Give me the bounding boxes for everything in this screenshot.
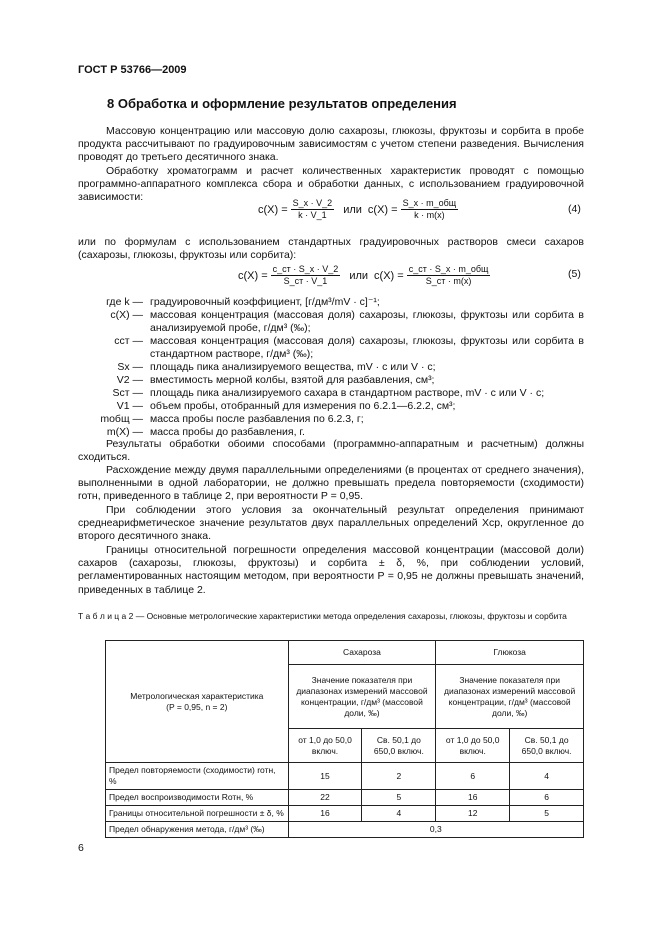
table-row [106, 790, 584, 806]
paragraph-3: или по формулам с использованием стандартных градуировочных растворов смеси сахаров (сахарозы, глюкозы, фруктозы или сорбита): [78, 236, 584, 262]
legend-symbol: mобщ — [100, 413, 143, 425]
legend-text: объем пробы, отобранный для измерения по 6.2.1—6.2.2, см³; [150, 400, 456, 412]
table-indicator-cell: Значение показателя при диапазонах измерений массовой концентрации, г/дм³ (массовой доли, ‰) [288, 665, 436, 729]
legend-text: массовая концентрация (массовая доля) сахарозы, глюкозы, фруктозы или сорбита в анализируемой пробе, г/дм³ (‰); [150, 309, 584, 334]
table-row [106, 763, 584, 790]
formula-4 [258, 198, 461, 221]
table-corner-subtitle: (P = 0,95, n = 2) [166, 701, 228, 712]
legend-text: площадь пика анализируемого сахара в стандартном растворе, mV · c или V · c; [150, 387, 545, 399]
formula-5 [238, 264, 493, 287]
formula-5-f1-numerator: c_ст · S_x · V_2 [272, 264, 339, 274]
paragraph-2: Обработку хроматограмм и расчет количественных характеристик проводят с помощью программно-аппаратного комплекса сбора и обработки данных, с использованием градуировочной зависимости: [78, 165, 584, 204]
legend-text: градуировочный коэффициент, [г/дм³/mV · c]⁻¹; [150, 296, 380, 308]
paragraph-5: Расхождение между двумя параллельными определениями (в процентах от среднего значения), выполненными в одной лаборатории, не должно превышать предела повторяемости (сходимости) rотн, приведенного в таблице 2, при вероятности P = 0,95. [78, 464, 584, 503]
paragraph-4: Результаты обработки обоими способами (программно-аппаратным и расчетным) должны сходиться. [78, 438, 584, 464]
legend-symbol: cст — [114, 335, 143, 347]
formula-4-lhs-2: c(X) = [367, 203, 398, 216]
legend-text: площадь пика анализируемого вещества, mV · c или V · c; [150, 361, 436, 373]
formula-5-lhs-2: c(X) = [374, 269, 404, 282]
formula-5-f2-denominator: S_ст · m(x) [425, 276, 472, 286]
table-range-cell: от 1,0 до 50,0 включ. [288, 729, 362, 763]
formula-4-number: (4) [568, 203, 581, 215]
table-group-glucose: Глюкоза [436, 641, 584, 665]
formula-5-f1-denominator: S_ст · V_1 [283, 276, 328, 286]
document-header: ГОСТ Р 53766—2009 [78, 64, 187, 76]
paragraph-7: Границы относительной погрешности определения массовой концентрации (массовой доли) сахаров (сахарозы, глюкозы, фруктозы) и сорбита ± δ, %, при соблюдении условий, регламентированных настоящим методом, при вероятности P = 0,95 не должны превышать значений, приведенных в таблице 2. [78, 544, 584, 596]
table-cell: 15 [288, 763, 362, 790]
table-range-cell: от 1,0 до 50,0 включ. [436, 729, 510, 763]
legend-symbol: V2 — [116, 374, 143, 386]
legend-text: масса пробы после разбавления по 6.2.3, г; [150, 413, 364, 425]
formula-4-f1-numerator: S_x · V_2 [292, 198, 333, 208]
legend-symbol: где k — [106, 296, 143, 308]
formula-5-number: (5) [568, 268, 581, 280]
table-range-cell: Св. 50,1 до 650,0 включ. [510, 729, 584, 763]
table-cell: 0,3 [288, 822, 583, 838]
table-cell: 16 [288, 806, 362, 822]
table-row [106, 806, 584, 822]
formula-4-f1-denominator: k · V_1 [298, 210, 327, 220]
legend-text: массовая концентрация (массовая доля) сахарозы, глюкозы, фруктозы или сорбита в стандартном растворе, г/дм³ (‰); [150, 335, 584, 360]
table-corner-label: Метрологическая характеристика [130, 690, 264, 701]
table-header-row [106, 641, 584, 665]
section-title: 8 Обработка и оформление результатов определения [107, 96, 457, 111]
formula-4-lhs: c(X) = [258, 203, 288, 216]
metrology-table [105, 640, 584, 838]
formula-5-lhs: c(X) = [238, 269, 268, 282]
formula-4-f2-denominator: k · m(x) [414, 210, 445, 220]
table-cell: 5 [362, 790, 436, 806]
paragraph-6: При соблюдении этого условия за окончательный результат определения принимают среднеарифметическое значение результатов двух параллельных определений Xср, округленное до второго десятичного знака. [78, 504, 584, 543]
formula-5-fraction-1 [271, 264, 341, 287]
legend-text: масса пробы до разбавления, г. [150, 426, 305, 438]
formula-4-f2-numerator: S_x · m_общ [402, 198, 457, 208]
table-cell: 12 [436, 806, 510, 822]
legend-text: вместимость мерной колбы, взятой для разбавления, см³; [150, 374, 435, 386]
legend-symbol: V1 — [116, 400, 143, 412]
table-indicator-cell: Значение показателя при диапазонах измерений массовой концентрации, г/дм³ (массовой доли, ‰) [436, 665, 584, 729]
table-cell: 4 [362, 806, 436, 822]
formula-5-fraction-2 [407, 264, 491, 287]
formula-4-or: или [343, 203, 362, 216]
table-corner-cell [106, 641, 289, 763]
table-cell: 6 [510, 790, 584, 806]
table-group-sucrose: Сахароза [288, 641, 436, 665]
legend-symbol: m(X) — [106, 426, 143, 438]
table-row-label: Предел обнаружения метода, г/дм³ (‰) [106, 822, 289, 838]
table-row-label: Предел воспроизводимости Rотн, % [106, 790, 289, 806]
table-cell: 6 [436, 763, 510, 790]
table-cell: 5 [510, 806, 584, 822]
table-cell: 2 [362, 763, 436, 790]
paragraph-1: Массовую концентрацию или массовую долю сахарозы, глюкозы, фруктозы и сорбита в пробе продукта рассчитывают по градуировочным зависимостям с учетом степени разведения. Вычисления проводят до третьего десятичного знака. [78, 125, 584, 164]
formula-4-fraction-1 [291, 198, 335, 221]
table-cell: 16 [436, 790, 510, 806]
table-row-label: Предел повторяемости (сходимости) rотн, % [106, 763, 289, 790]
table-caption: Т а б л и ц а 2 — Основные метрологические характеристики метода определения сахарозы, глюкозы, фруктозы и сорбита [78, 611, 567, 621]
formula-5-f2-numerator: c_ст · S_x · m_общ [408, 264, 489, 274]
legend-symbol: Sx — [117, 361, 143, 373]
formula-4-fraction-2 [401, 198, 459, 221]
page-number: 6 [78, 842, 84, 854]
legend-symbol: c(X) — [110, 309, 143, 321]
table-row-label: Границы относительной погрешности ± δ, % [106, 806, 289, 822]
legend-symbol: Sст — [112, 387, 143, 399]
formula-5-or: или [349, 269, 369, 282]
table-row [106, 822, 584, 838]
table-cell: 4 [510, 763, 584, 790]
table-range-cell: Св. 50,1 до 650,0 включ. [362, 729, 436, 763]
table-cell: 22 [288, 790, 362, 806]
